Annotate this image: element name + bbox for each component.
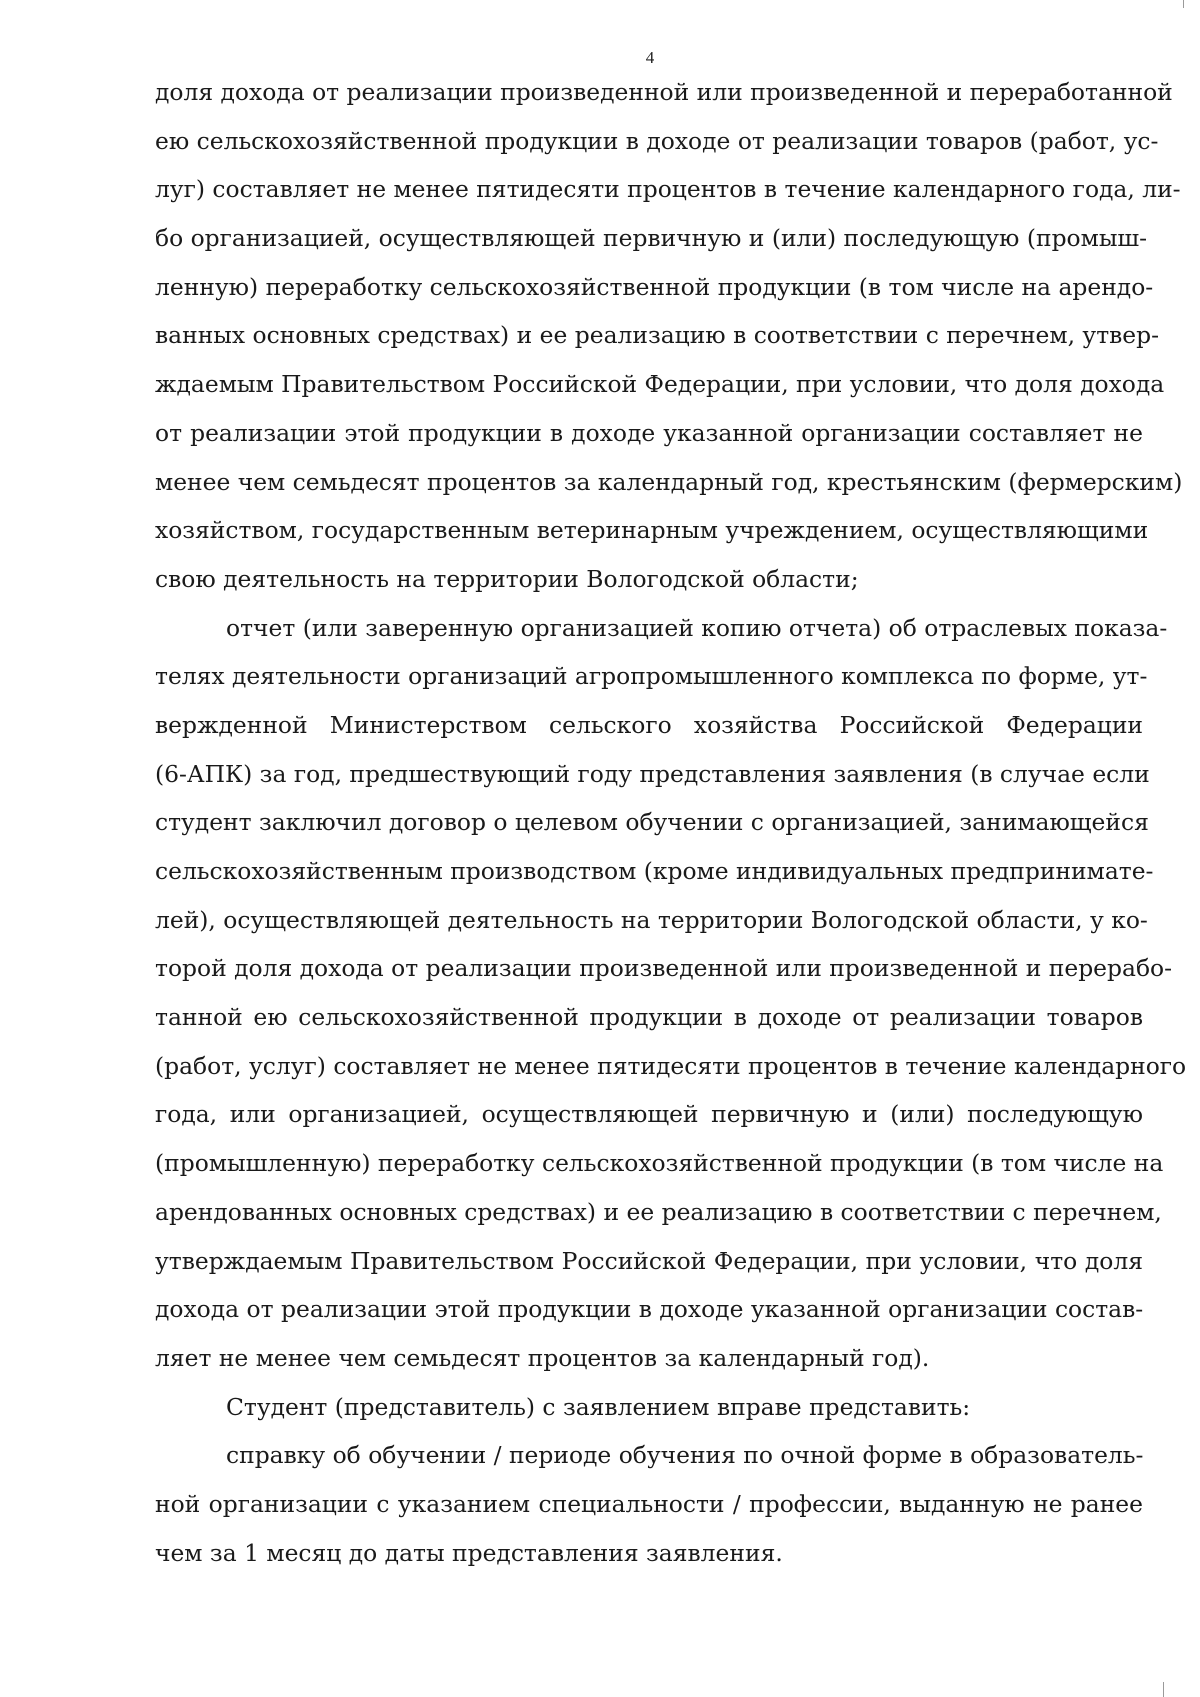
text-line: ждаемым Правительством Российской Федерации, при условии, что доля дохода [155,370,1165,399]
text-line: арендованных основных средствах) и ее реализацию в соответствии с перечнем, [155,1197,1162,1226]
text-line: бо организацией, осуществляющей первичную и (или) последующую (промыш- [155,224,1148,253]
text-line: чем за 1 месяц до даты представления заявления. [155,1538,783,1567]
page-number: 4 [645,48,655,67]
text-line: справку об обучении / периоде обучения по очной форме в образователь- [226,1441,1144,1470]
paragraph-2 [155,604,1187,1383]
text-line: хозяйством, государственным ветеринарным учреждением, осуществляющими [155,516,1149,545]
text-line: утверждаемым Правительством Российской Федерации, при условии, что доля [155,1246,1143,1275]
text-line: (работ, услуг) составляет не менее пятидесяти процентов в течение календарного [155,1051,1187,1080]
text-line: свою деятельность на территории Вологодской области; [155,564,859,593]
text-line: (6-АПК) за год, предшествующий году представления заявления (в случае если [155,759,1150,788]
text-line: менее чем семьдесят процентов за календарный год, крестьянским (фермерским) [155,467,1183,496]
text-line: луг) составляет не менее пятидесяти процентов в течение календарного года, ли- [155,175,1181,204]
text-line: ленную) переработку сельскохозяйственной продукции (в том числе на арендо- [155,272,1154,301]
scan-edge-mark [1163,1682,1164,1697]
paragraph-4 [155,1431,1143,1577]
scan-edge-mark [1183,0,1184,8]
paragraph-3 [155,1383,1143,1432]
text-line: танной ею сельскохозяйственной продукции в доходе от реализации товаров [155,1003,1143,1032]
text-line: от реализации этой продукции в доходе указанной организации составляет не [155,418,1143,447]
text-line: торой доля дохода от реализации произведенной или произведенной и перерабо- [155,954,1173,983]
text-line: года, или организацией, осуществляющей первичную и (или) последующую [155,1100,1143,1129]
text-line: доля дохода от реализации произведенной или произведенной и переработанной [155,78,1173,106]
paragraph-1 [155,68,1183,604]
text-line: ванных основных средствах) и ее реализацию в соответствии с перечнем, утвер- [155,321,1160,350]
text-line: вержденной Министерством сельского хозяйства Российской Федерации [155,710,1143,739]
text-line: ляет не менее чем семьдесят процентов за календарный год). [155,1343,930,1372]
text-line: телях деятельности организаций агропромышленного комплекса по форме, ут- [155,662,1148,691]
text-line: отчет (или заверенную организацией копию отчета) об отраслевых показа- [226,613,1168,642]
text-line: (промышленную) переработку сельскохозяйственной продукции (в том числе на [155,1149,1164,1178]
text-line: Студент (представитель) с заявлением вправе представить: [226,1392,971,1421]
document-body [155,68,1187,1577]
text-line: студент заключил договор о целевом обучении с организацией, занимающейся [155,808,1149,837]
text-line: дохода от реализации этой продукции в доходе указанной организации состав- [155,1295,1144,1324]
text-line: ею сельскохозяйственной продукции в доходе от реализации товаров (работ, ус- [155,126,1159,155]
text-line: лей), осуществляющей деятельность на территории Вологодской области, у ко- [155,905,1148,934]
text-line: сельскохозяйственным производством (кроме индивидуальных предпринимате- [155,857,1154,885]
text-line: ной организации с указанием специальности / профессии, выданную не ранее [155,1489,1143,1518]
